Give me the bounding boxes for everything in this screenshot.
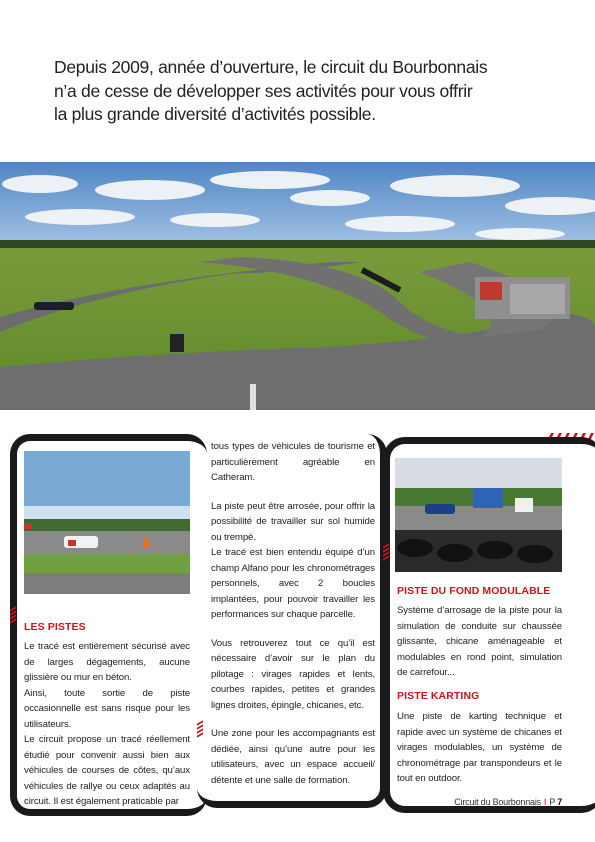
paragraph: Ainsi, toute sortie de piste occasionnelle est sans risque pour les utilisateurs. [24, 687, 190, 730]
page-number: 7 [557, 797, 562, 807]
paragraph: Le tracé est entièrement sécurisé avec de larges dégagements, aucune glissière ou mur en béton. [24, 641, 190, 683]
paragraph: La piste peut être arrosée, pour offrir la possibilité de travailler sur sol humide ou trempé. [211, 500, 375, 543]
page-prefix: P [549, 797, 555, 807]
intro-line: Depuis 2009, année d’ouverture, le circuit du Bourbonnais [54, 57, 488, 77]
intro-line: n’a de cesse de développer ses activités pour vous offrir [54, 80, 473, 101]
paragraph: Vous retrouverez tout ce qu’il est nécessaire d’avoir sur le plan du pilotage : virages rapides et lents, courbes rapides, petites et grandes lignes droites, épingle, chicanes, etc. [211, 637, 375, 711]
piste-karting-heading: PISTE KARTING [397, 690, 480, 702]
paragraph: tous types de véhicules de tourisme et particulièrement agréable en Catheram. [211, 441, 375, 483]
footer-label: Circuit du Bourbonnais [454, 797, 541, 807]
intro-line: la plus grande diversité d’activités possible. [54, 104, 376, 124]
section-marker-icon [383, 545, 389, 561]
race-track-aerial-photo [0, 162, 595, 410]
middle-column-text [211, 439, 375, 788]
piste-fond-modulable-heading: PISTE DU FOND MODULABLE [397, 585, 551, 597]
paragraph: Le tracé est bien entendu équipé d’un champ Alfano pour les chronométrages personnels, avec 2 boucles implantées, pour pouvoir travailler les performances sur chaque parcelle. [211, 547, 375, 620]
les-pistes-heading: LES PISTES [24, 621, 86, 633]
track-photo-right [395, 458, 562, 572]
piste-fond-modulable-text: Système d’arrosage de la piste pour la simulation de conduite sur chaussée glissante, chicane aménageable et modulables en rond point, simulation de carrefour... [397, 605, 562, 678]
section-marker-icon [197, 722, 203, 738]
paragraph: Une zone pour les accompagnants est dédiée, ainsi qu’une autre pour les utilisateurs, avec un espace accueil/ détente et une salle de formation. [211, 728, 375, 786]
paragraph: Le circuit propose un tracé réellement étudié pour convenir aussi bien aux véhicules de courses de côtes, qu’aux véhicules de rallye ou ceux adaptés au circuit. Il est également praticable par [24, 734, 190, 807]
footer-separator: I [543, 797, 547, 807]
section-marker-icon [10, 608, 16, 624]
page-footer [454, 797, 562, 807]
intro-text [54, 56, 554, 127]
les-pistes-text [24, 639, 190, 810]
piste-karting-text: Une piste de karting technique et rapide avec un système de chicanes et virages modulables, un système de chronométrage par transpondeurs et le tout en outdoor. [397, 711, 562, 784]
track-photo-left [24, 451, 190, 594]
